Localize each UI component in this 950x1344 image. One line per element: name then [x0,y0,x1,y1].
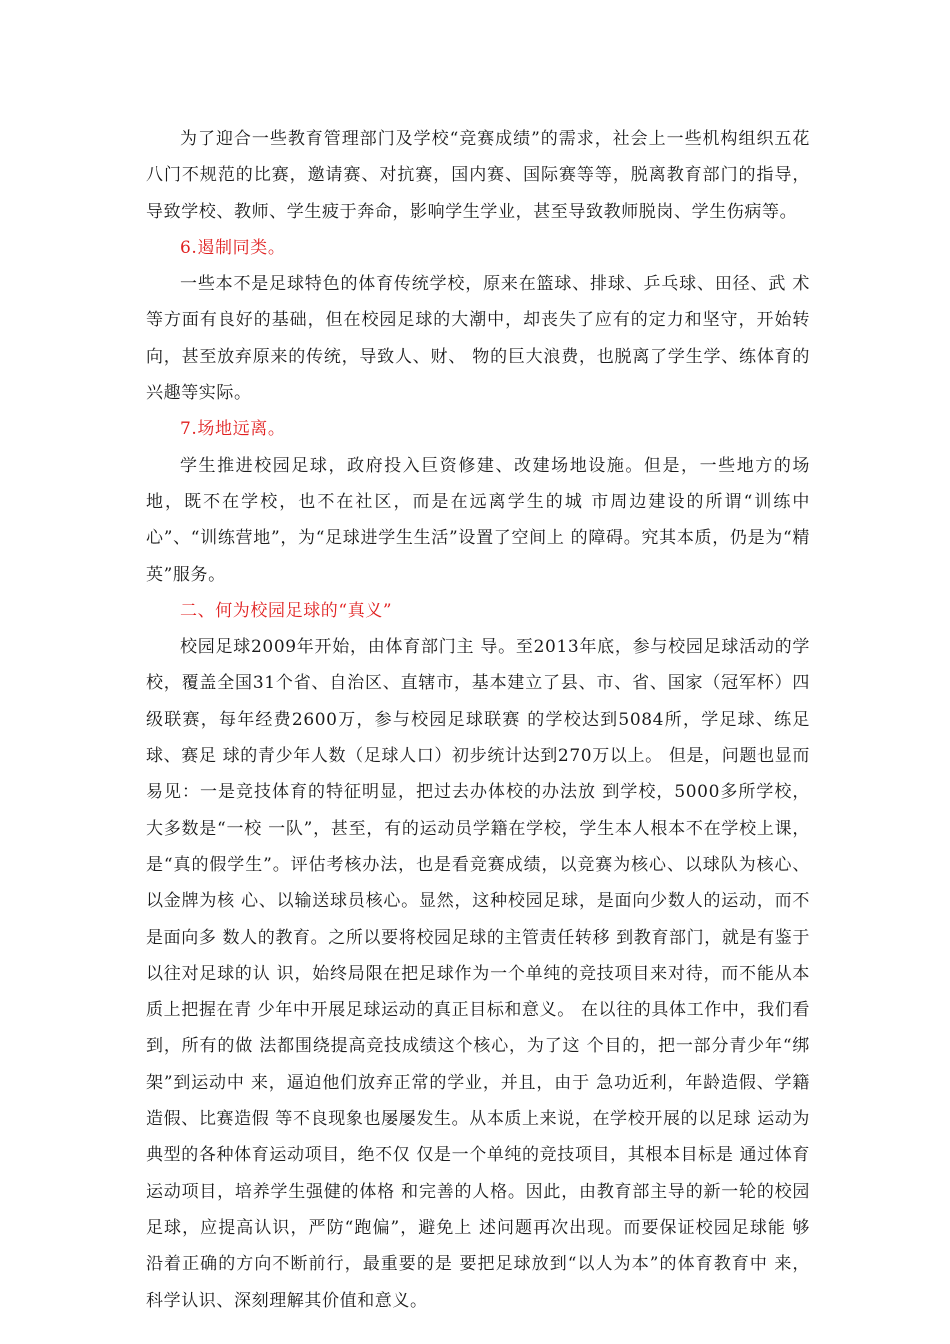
section-heading-6: 6.遏制同类。 [180,237,286,258]
paragraph-traditional-schools: 一些本不是足球特色的体育传统学校，原来在篮球、排球、乒乓球、田径、武 术等方面有良好的基础，但在校园足球的大潮中，却丧失了应有的定力和坚守，开始转向，甚至放弃原来的传统，导致人、财、 物的巨大浪费，也脱离了学生学、练体育的兴趣等实际。 [146,274,810,404]
section-heading-7: 7.场地远离。 [180,419,286,440]
section-heading-true-meaning: 二、何为校园足球的“真义” [180,600,393,621]
paragraph-campus-football-history: 校园足球2009年开始，由体育部门主 导。至2013年底，参与校园足球活动的学 校，覆盖全国31个省、自治区、直辖市，基本建立了县、市、省、国家（冠军杯）四级联赛，每年经费2600万，参与校园足球联赛 的学校达到5084所，学足球、练足球、赛足 球的青少年人数（足球人口）初步统计达到270万以上。 但是，问题也显而易见：一是竞技体育的特征明显，把过去办体校的办法放 到学校，5000多所学校，大多数是“一校 一队”，甚至，有的运动员学籍在学校，学生本人根本不在学校上课，是“真的假学生”。评估考核办法，也是看竞赛成绩，以竞赛为核心、以球队为核心、以金牌为核 心、以输送球员核心。显然，这种校园足球，是面向少数人的运动，而不是面向多 数人的教育。之所以要将校园足球的主管责任转移 到教育部门，就是有鉴于以往对足球的认 识，始终局限在把足球作为一个单纯的竞技项目来对待，而不能从本质上把握在青 少年中开展足球运动的真正目标和意义。 在以往的具体工作中，我们看到，所有的做 法都围绕提高竞技成绩这个核心，为了这 个目的，把一部分青少年“绑架”到运动中 来，逼迫他们放弃正常的学业，并且，由于 急功近利，年龄造假、学籍造假、比赛造假 等不良现象也屡屡发生。从本质上来说，在学校开展的以足球 运动为典型的各种体育运动项目，绝不仅 仅是一个单纯的竞技项目，其根本目标是 通过体育运动项目，培养学生强健的体格 和完善的人格。因此，由教育部主导的新一轮的校园 足球，应提高认识，严防“跑偏”，避免上 述问题再次出现。而要保证校园足球能 够沿着正确的方向不断前行，最重要的是 要把足球放到“以人为本”的体育教育中 来，科学认识、深刻理解其价值和意义。 [146,637,810,1311]
paragraph-competition-demand: 为了迎合一些教育管理部门及学校“竞赛成绩”的需求，社会上一些机构组织五花八门不规范的比赛，邀请赛、对抗赛，国内赛、国际赛等等，脱离教育部门的指导，导致学校、教师、学生疲于奔命，影响学生学业，甚至导致教师脱岗、学生伤病等。 [146,129,810,222]
paragraph-venues: 学生推进校园足球，政府投入巨资修建、改建场地设施。但是，一些地方的场地，既不在学校，也不在社区，而是在远离学生的城 市周边建设的所谓“训练中心”、“训练营地”，为“足球进学生生活”设置了空间上 的障碍。究其本质，仍是为“精英”服务。 [146,455,810,585]
document-body [146,121,810,1319]
